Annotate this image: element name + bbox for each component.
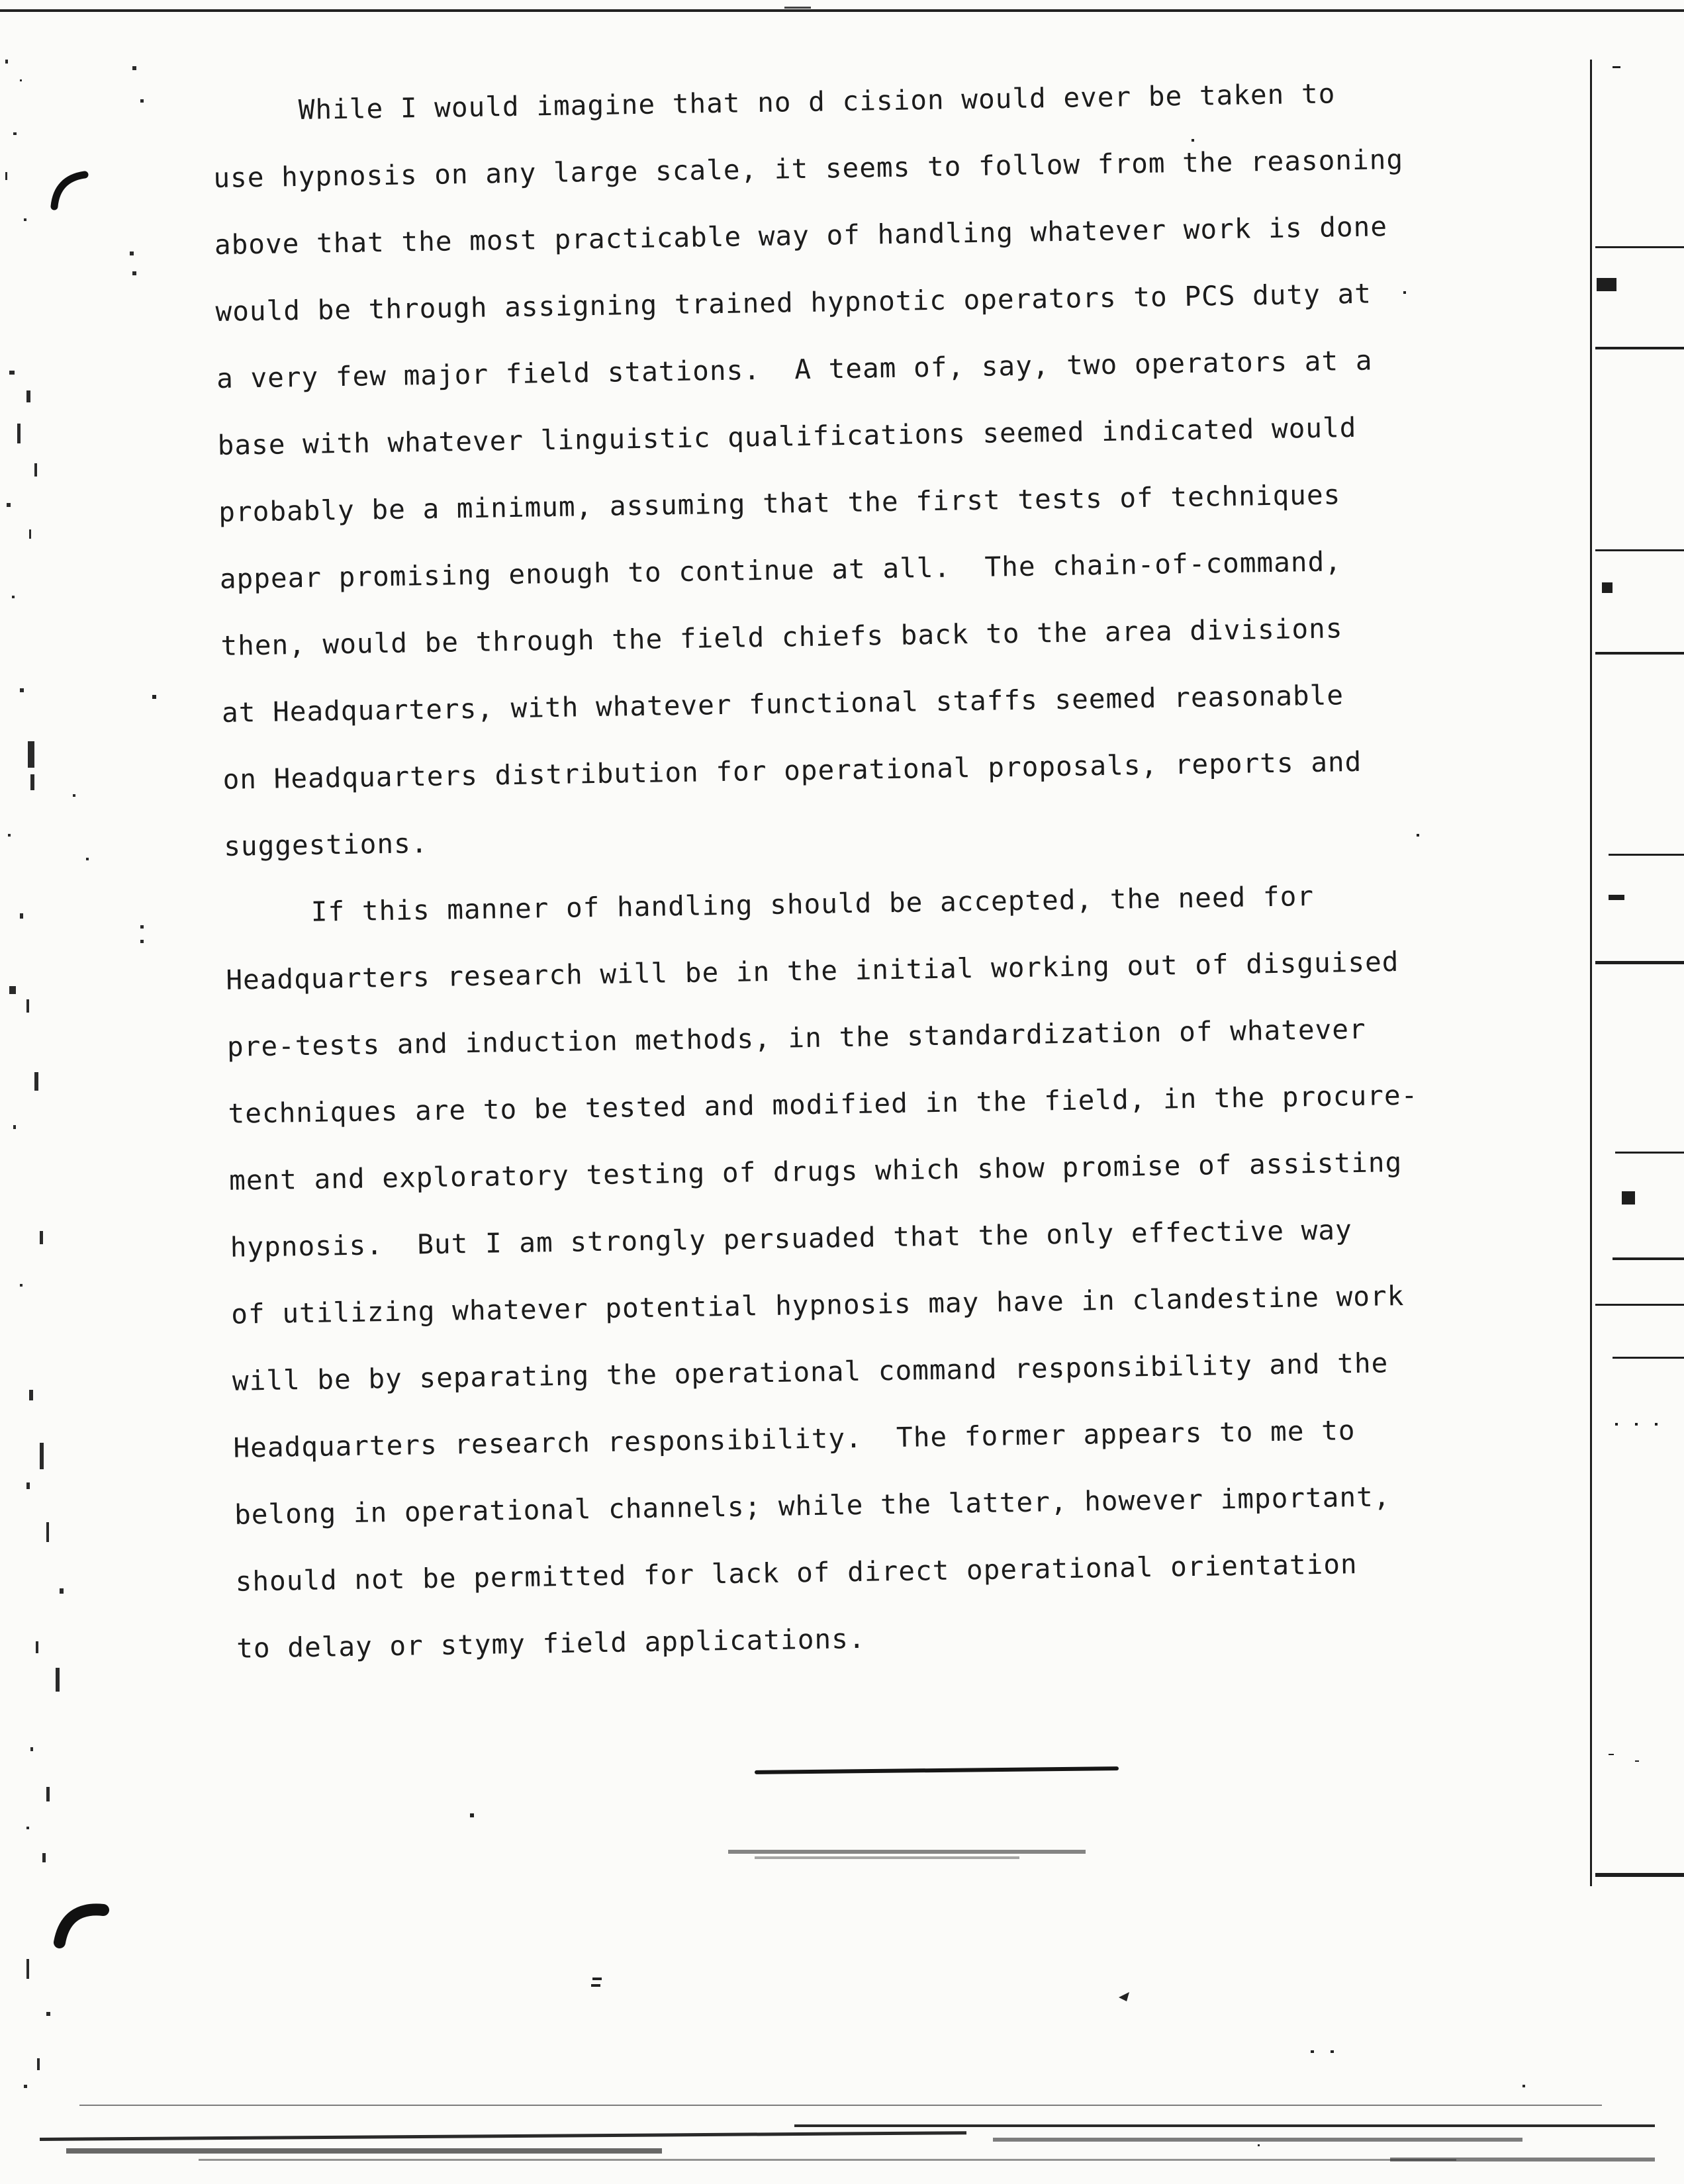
text-line: a very few major field stations. A team of, say, two operators at a xyxy=(216,344,1373,394)
text-line: If this manner of handling should be accepted, the need for xyxy=(310,880,1315,928)
text-line: pre-tests and induction methods, in the standardization of whatever xyxy=(226,1013,1367,1063)
text-line: at Headquarters, with whatever functional staffs seemed reasonable xyxy=(221,679,1344,729)
binder-hole-mark-bottom xyxy=(60,1909,103,1942)
text-line: While I would imagine that no d cision would ever be taken to xyxy=(298,77,1336,126)
text-line: Headquarters research responsibility. The former appears to me to xyxy=(233,1414,1356,1464)
text-line: will be by separating the operational command responsibility and the xyxy=(232,1347,1389,1397)
text-line: on Headquarters distribution for operational proposals, reports and xyxy=(222,745,1362,796)
text-line: ment and exploratory testing of drugs which show promise of assisting xyxy=(228,1146,1403,1197)
left-edge-speckles xyxy=(5,60,144,2088)
paragraph-1 xyxy=(212,59,1462,880)
end-of-text-rule xyxy=(755,1766,1119,1774)
top-edge-line xyxy=(0,9,1684,12)
text-line: above that the most practicable way of handling whatever work is done xyxy=(214,210,1388,261)
text-line: would be through assigning trained hypnotic operators to PCS duty at xyxy=(215,277,1372,328)
text-line: probably be a minimum, assuming that the first tests of techniques xyxy=(218,478,1341,528)
text-line: hypnosis. But I am strongly persuaded that the only effective way xyxy=(230,1214,1353,1263)
binder-hole-mark-top xyxy=(54,175,85,206)
right-margin-lines xyxy=(1590,60,1684,1886)
text-line: base with whatever linguistic qualifications seemed indicated would xyxy=(217,411,1357,461)
paragraph-2 xyxy=(224,860,1475,1682)
text-line: appear promising enough to continue at all. The chain-of-command, xyxy=(219,545,1342,595)
text-line: Headquarters research will be in the initial working out of disguised xyxy=(226,945,1399,996)
text-line: of utilizing whatever potential hypnosis may have in clandestine work xyxy=(230,1279,1405,1330)
bottom-scan-noise xyxy=(40,2085,1655,2161)
text-line: techniques are to be tested and modified in the field, in the procure- xyxy=(228,1079,1419,1130)
text-line: to delay or stymy field applications. xyxy=(236,1622,866,1664)
text-line: then, would be through the field chiefs back to the area divisions xyxy=(220,612,1343,662)
text-line: belong in operational channels; while the latter, however important, xyxy=(234,1480,1391,1531)
text-line: should not be permitted for lack of direct operational orientation xyxy=(235,1548,1358,1598)
text-line: use hypnosis on any large scale, it seems to follow from the reasoning xyxy=(212,143,1404,194)
text-line: suggestions. xyxy=(223,827,428,862)
typed-memo-text xyxy=(212,59,1475,1682)
